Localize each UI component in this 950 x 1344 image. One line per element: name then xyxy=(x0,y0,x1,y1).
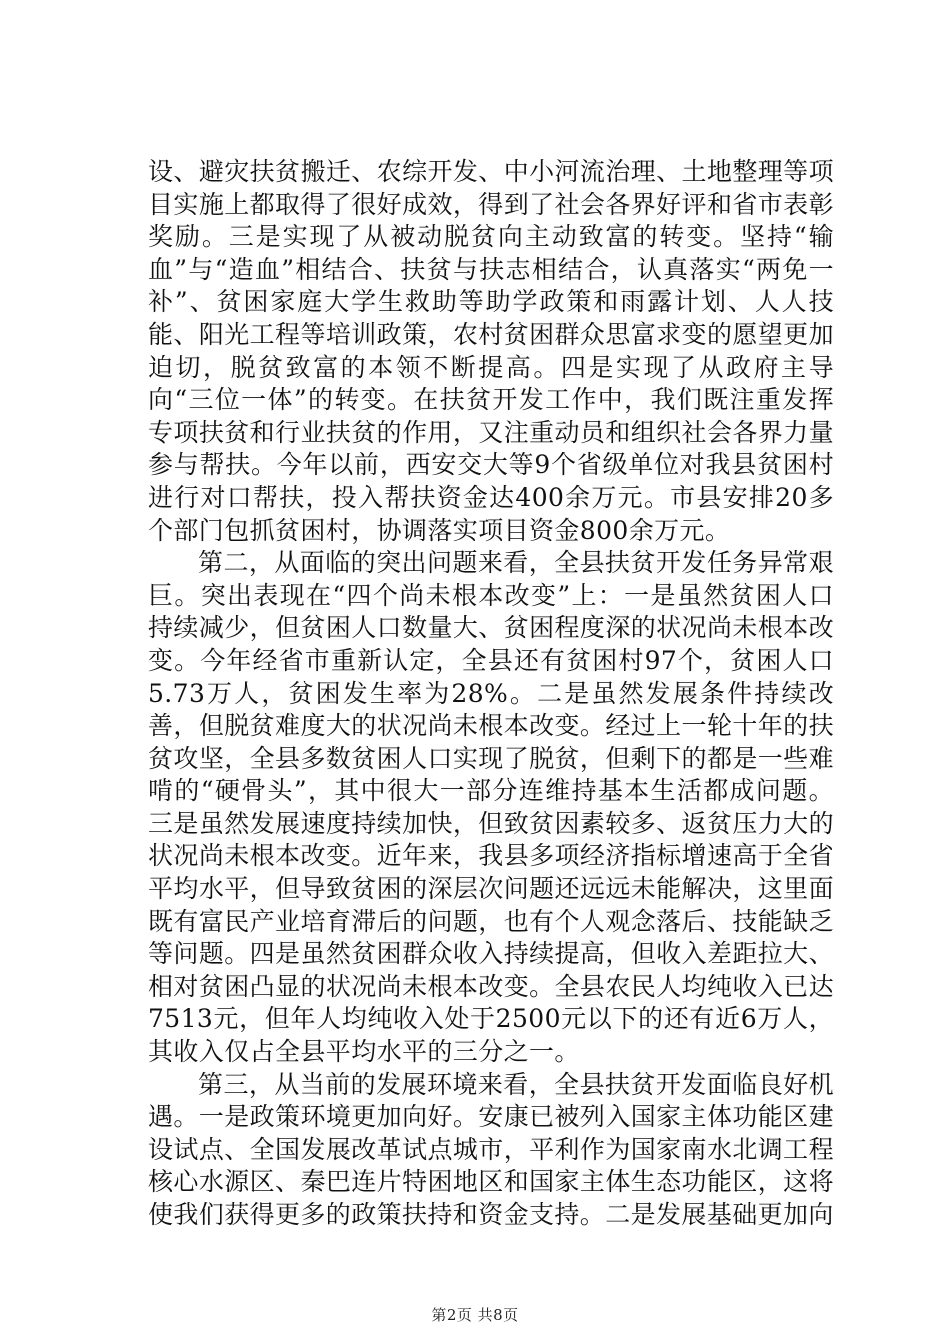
paragraph-second: 第二，从面临的突出问题来看，全县扶贫开发任务异常艰巨。突出表现在“四个尚未根本改变”上：一是虽然贫困人口持续减少，但贫困人口数量大、贫困程度深的状况尚未根本改变。今年经省市重新认定，全县还有贫困村97个，贫困人口5.73万人，贫困发生率为28%。二是虽然发展条件持续改善，但脱贫难度大的状况尚未根本改变。经过上一轮十年的扶贫攻坚，全县多数贫困人口实现了脱贫，但剩下的都是一些难啃的“硬骨头”，其中很大一部分连维持基本生活都成问题。三是虽然发展速度持续加快，但致贫因素较多、返贫压力大的状况尚未根本改变。近年来，我县多项经济指标增速高于全省平均水平，但导致贫困的深层次问题还远远未能解决，这里面既有富民产业培育滞后的问题，也有个人观念落后、技能缺乏等问题。四是虽然贫困群众收入持续提高，但收入差距拉大、相对贫困凸显的状况尚未根本改变。全县农民人均纯收入已达7513元，但年人均纯收入处于2500元以下的还有近6万人，其收入仅占全县平均水平的三分之一。 xyxy=(148,548,834,1067)
paragraph-third: 第三，从当前的发展环境来看，全县扶贫开发面临良好机遇。一是政策环境更加向好。安康已被列入国家主体功能区建设试点、全国发展改革试点城市，平利作为国家南水北调工程核心水源区、秦巴连片特困地区和国家主体生态功能区，这将使我们获得更多的政策扶持和资金支持。二是发展基础更加向 xyxy=(148,1069,834,1229)
document-body xyxy=(148,156,834,1232)
paragraph-continuation: 设、避灾扶贫搬迁、农综开发、中小河流治理、土地整理等项目实施上都取得了很好成效，得到了社会各界好评和省市表彰奖励。三是实现了从被动脱贫向主动致富的转变。坚持“输血”与“造血”相结合、扶贫与扶志相结合，认真落实“两免一补”、贫困家庭大学生救助等助学政策和雨露计划、人人技能、阳光工程等培训政策，农村贫困群众思富求变的愿望更加迫切，脱贫致富的本领不断提高。四是实现了从政府主导向“三位一体”的转变。在扶贫开发工作中，我们既注重发挥专项扶贫和行业扶贫的作用，又注重动员和组织社会各界力量参与帮扶。今年以前，西安交大等9个省级单位对我县贫困村进行对口帮扶，投入帮扶资金达400余万元。市县安排20多个部门包抓贫困村，协调落实项目资金800余万元。 xyxy=(148,157,834,545)
page-footer: 第2页 共8页 xyxy=(431,1306,519,1324)
